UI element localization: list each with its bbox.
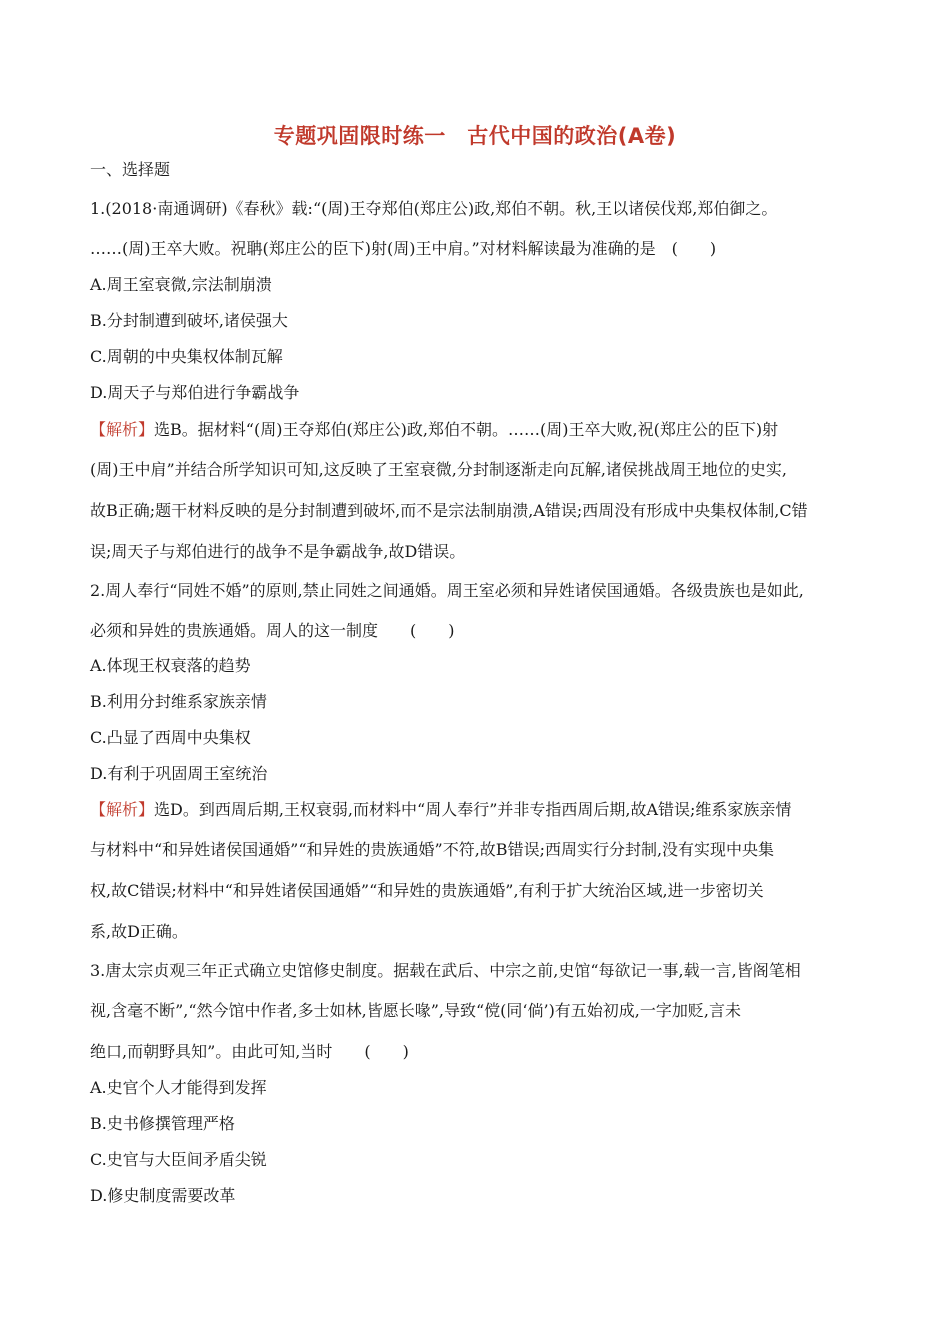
q2-stem-line-2: 必须和异姓的贵族通婚。周人的这一制度 ( ) [90, 621, 455, 640]
q2-option-c: C.凸显了西周中央集权 [90, 728, 251, 747]
q2-option-d: D.有利于巩固周王室统治 [90, 764, 268, 783]
q1-analysis-line-3: 故B正确;题干材料反映的是分封制遭到破坏,而不是宗法制崩溃,A错误;西周没有形成中央集权体制,C错 [90, 501, 808, 520]
q3-option-a: A.史官个人才能得到发挥 [90, 1078, 267, 1097]
analysis-label: 【解析】 [90, 800, 155, 819]
q2-analysis-line-1 [90, 800, 791, 820]
q2-analysis-line-2: 与材料中“和异姓诸侯国通婚”“和异姓的贵族通婚”不符,故B错误;西周实行分封制,没有实现中央集 [90, 840, 775, 859]
q2-analysis-line-4: 系,故D正确。 [90, 922, 188, 941]
q3-option-c: C.史官与大臣间矛盾尖锐 [90, 1150, 267, 1169]
q1-option-c: C.周朝的中央集权体制瓦解 [90, 347, 283, 366]
q1-analysis-line-2: (周)王中肩”并结合所学知识可知,这反映了王室衰微,分封制逐渐走向瓦解,诸侯挑战周王地位的史实, [90, 460, 788, 479]
q3-option-d: D.修史制度需要改革 [90, 1186, 236, 1205]
q1-option-a: A.周王室衰微,宗法制崩溃 [90, 275, 272, 294]
q1-analysis-text: 选B。据材料“(周)王夺郑伯(郑庄公)政,郑伯不朝。……(周)王卒大败,祝(郑庄公的臣下)射 [154, 420, 779, 439]
q1-stem-line-2: ……(周)王卒大败。祝聃(郑庄公的臣下)射(周)王中肩。”对材料解读最为准确的是 ( ) [90, 239, 717, 258]
q1-option-d: D.周天子与郑伯进行争霸战争 [90, 383, 300, 402]
q3-option-b: B.史书修撰管理严格 [90, 1114, 235, 1133]
section-heading: 一、选择题 [90, 160, 171, 179]
q3-stem-line-3: 绝口,而朝野具知”。由此可知,当时 ( ) [90, 1042, 409, 1061]
document-title: 专题巩固限时练一 古代中国的政治(A卷) [273, 124, 677, 148]
q1-analysis-line-1 [90, 420, 778, 440]
q3-stem-line-2: 视,含毫不断”,“然今馆中作者,多士如林,皆愿长喙”,导致“傥(同‘倘’)有五始初成,一字加贬,言未 [90, 1001, 741, 1020]
q2-option-b: B.利用分封维系家族亲情 [90, 692, 267, 711]
q2-stem-line-1: 2.周人奉行“同姓不婚”的原则,禁止同姓之间通婚。周王室必须和异姓诸侯国通婚。各级贵族也是如此, [90, 581, 804, 600]
q2-analysis-text: 选D。到西周后期,王权衰弱,而材料中“周人奉行”并非专指西周后期,故A错误;维系家族亲情 [154, 800, 792, 819]
q3-stem-line-1: 3.唐太宗贞观三年正式确立史馆修史制度。据载在武后、中宗之前,史馆“每欲记一事,载一言,皆阁笔相 [90, 961, 801, 980]
q2-analysis-line-3: 权,故C错误;材料中“和异姓诸侯国通婚”“和异姓的贵族通婚”,有利于扩大统治区域,进一步密切关 [90, 881, 764, 900]
q1-analysis-line-4: 误;周天子与郑伯进行的战争不是争霸战争,故D错误。 [90, 542, 466, 561]
q1-option-b: B.分封制遭到破坏,诸侯强大 [90, 311, 288, 330]
q1-stem-line-1: 1.(2018·南通调研)《春秋》载:“(周)王夺郑伯(郑庄公)政,郑伯不朝。秋,王以诸侯伐郑,郑伯御之。 [90, 199, 778, 218]
analysis-label: 【解析】 [90, 420, 155, 439]
q2-option-a: A.体现王权衰落的趋势 [90, 656, 251, 675]
